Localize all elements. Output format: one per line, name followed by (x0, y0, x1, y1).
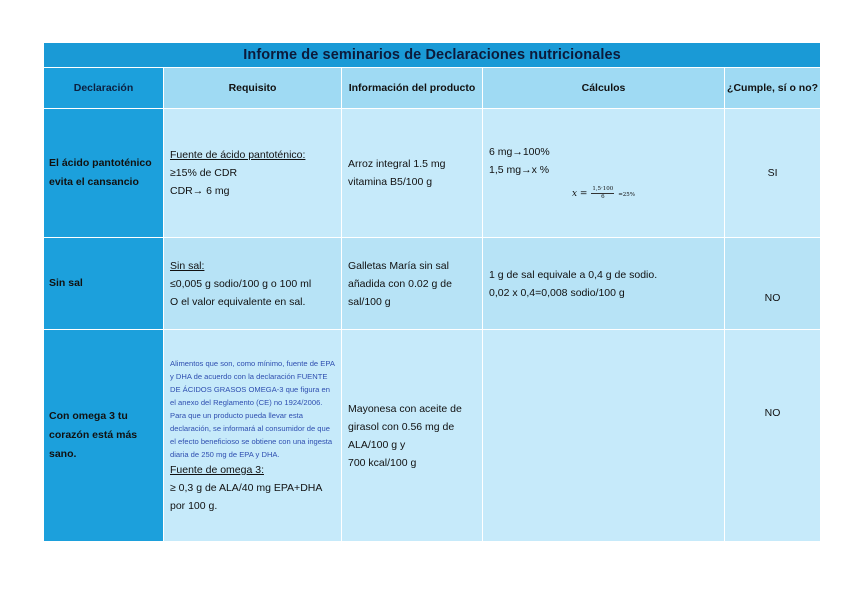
requisito-heading: Fuente de omega 3: (170, 463, 264, 476)
header-requisito: Requisito (164, 68, 342, 109)
table-row (44, 238, 821, 330)
formula-lhs: x = (571, 188, 588, 199)
header-informacion: Información del producto (342, 68, 483, 109)
row-requisito (164, 109, 342, 238)
row-calculos (483, 330, 725, 542)
row-requisito (164, 330, 342, 542)
requisito-heading: Fuente de ácido pantoténico: (170, 149, 306, 161)
row-calculos (483, 109, 725, 238)
row-informacion (342, 238, 483, 330)
requisito-line: ≥ 0,3 g de ALA/40 mg EPA+DHA por 100 g. (170, 481, 322, 512)
formula-fraction (591, 186, 614, 201)
table-row (44, 109, 821, 238)
requisito-line: ≥15% de CDR (170, 167, 238, 179)
header-cumple: ¿Cumple, sí o no? (725, 68, 821, 109)
formula-numerator: 1,5·100 (592, 185, 614, 192)
calculo-line: 1 g de sal equivale a 0,4 g de sodio. (489, 268, 658, 281)
formula-rhs: =25% (618, 191, 636, 198)
row-requisito (164, 238, 342, 330)
row-declaracion: Sin sal (44, 238, 164, 330)
informacion-line: Arroz integral 1.5 mg vitamina B5/100 g (348, 158, 446, 188)
report-title: Informe de seminarios de Declaraciones nutricionales (44, 43, 821, 68)
informacion-line: Galletas María sin sal añadida con 0.02 g de sal/100 g (348, 259, 452, 308)
calculo-line: 6 mg→100% (489, 145, 550, 158)
row-declaracion: Con omega 3 tu corazón está más sano. (44, 330, 164, 542)
requisito-line: ≤0,005 g sodio/100 g o 100 ml (170, 277, 312, 290)
requisito-line: CDR→ 6 mg (170, 185, 230, 197)
row-informacion (342, 109, 483, 238)
informacion-line: Mayonesa con aceite de girasol con 0.56 mg de ALA/100 g y (348, 402, 462, 451)
row-informacion (342, 330, 483, 542)
calculo-line: 0,02 x 0,4=0,008 sodio/100 g (489, 286, 625, 299)
requisito-line: O el valor equivalente en sal. (170, 295, 306, 308)
formula-denominator: 6 (601, 193, 605, 200)
requisito-note: Alimentos que son, como mínimo, fuente de EPA y DHA de acuerdo con la declaración FUENTE DE ÁCIDOS GRASOS OMEGA-3 que figura en el anexo del Reglamento (CE) no 1924/2006. Para que un producto pueda llevar esta declaración, se informará al consumidor de que el efecto beneficioso se obtiene con una ingesta diaria de 250 mg de EPA y DHA. (170, 358, 335, 459)
requisito-heading: Sin sal: (170, 259, 205, 272)
row-cumple: NO (725, 238, 821, 330)
percentage-formula (489, 185, 718, 204)
row-cumple: NO (725, 330, 821, 542)
row-declaracion: El ácido pantoténico evita el cansancio (44, 109, 164, 238)
header-declaracion: Declaración (44, 68, 164, 109)
row-cumple: SI (725, 109, 821, 238)
row-calculos (483, 238, 725, 330)
informacion-line: 700 kcal/100 g (348, 456, 417, 469)
table-row (44, 330, 821, 542)
header-calculos: Cálculos (483, 68, 725, 109)
nutrition-claims-table (43, 42, 821, 542)
calculo-line: 1,5 mg→x % (489, 163, 550, 176)
